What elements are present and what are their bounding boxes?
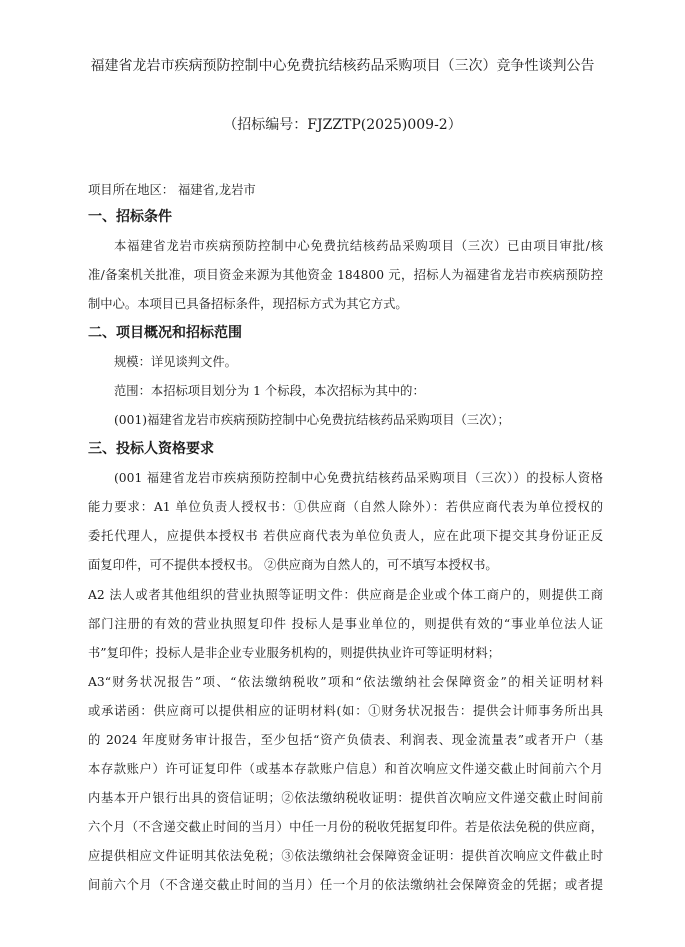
paragraph-line: 制中心。本项目已具备招标条件，现招标方式为其它方式。 [88,297,408,311]
paragraph-line: 本存款账户）许可证复印件（或基本存款账户信息）和首次响应文件递交截止时间前六个月 [88,762,603,776]
paragraph-line: 书”复印件；投标人是非企业专业服务机构的，则提供执业许可等证明材料； [88,646,501,660]
document-title: 福建省龙岩市疾病预防控制中心免费抗结核药品采购项目（三次）竞争性谈判公告 [90,58,595,74]
paragraph-line: (001)福建省龙岩市疾病预防控制中心免费抗结核药品采购项目（三次）； [114,413,510,427]
paragraph-line: 内基本开户银行出具的资信证明；②依法缴纳税收证明：提供首次响应文件递交截止时间前 [88,791,603,805]
paragraph-line: 本福建省龙岩市疾病预防控制中心免费抗结核药品采购项目（三次）已由项目审批/核 [114,239,603,253]
paragraph-line: 准/备案机关批准，项目资金来源为其他资金 184800 元，招标人为福建省龙岩市疾病预防控 [88,268,603,282]
section-heading: 三、投标人资格要求 [88,441,214,457]
paragraph-line: A2 法人或者其他组织的营业执照等证明文件：供应商是企业或个体工商户的，则提供工商 [88,588,603,602]
project-region: 项目所在地区： 福建省,龙岩市 [88,183,256,197]
paragraph-line: 或承诺函：供应商可以提供相应的证明材料(如：①财务状况报告：提供会计师事务所出具 [88,704,603,718]
paragraph-line: 应提供相应文件证明其依法免税；③依法缴纳社会保障资金证明：提供首次响应文件截止时 [88,849,603,863]
paragraph-line: 的 2024 年度财务审计报告，至少包括“资产负债表、利润表、现金流量表”或者开户（基 [88,733,603,747]
paragraph-line: 能力要求：A1 单位负责人授权书：①供应商（自然人除外）：若供应商代表为单位授权的 [88,500,603,514]
paragraph-line: A3“财务状况报告”项、“依法缴纳税收”项和“依法缴纳社会保障资金”的相关证明材料 [88,675,603,689]
paragraph-line: 范围：本招标项目划分为 1 个标段，本次招标为其中的： [114,384,425,398]
tender-code: （招标编号：FJZZTP(2025)009-2） [223,117,462,133]
paragraph-line: 委托代理人，应提供本授权书 若供应商代表为单位负责人，应在此项下提交其身份证正反 [88,529,603,543]
paragraph-line: 六个月（不含递交截止时间的当月）中任一月份的税收凭据复印件。若是依法免税的供应商， [88,820,603,834]
paragraph-line: 间前六个月（不含递交截止时间的当月）任一个月的依法缴纳社会保障资金的凭据；或者提 [88,878,603,892]
paragraph-line: 部门注册的有效的营业执照复印件 投标人是事业单位的，则提供有效的“事业单位法人证 [88,617,603,631]
paragraph-line: (001 福建省龙岩市疾病预防控制中心免费抗结核药品采购项目（三次））的投标人资格 [114,471,603,485]
paragraph-line: 面复印件，可不提供本授权书。 ②供应商为自然人的，可不填写本授权书。 [88,558,498,572]
section-heading: 二、项目概况和招标范围 [88,325,242,341]
section-heading: 一、招标条件 [88,209,172,225]
paragraph-line: 规模：详见谈判文件。 [114,355,237,369]
